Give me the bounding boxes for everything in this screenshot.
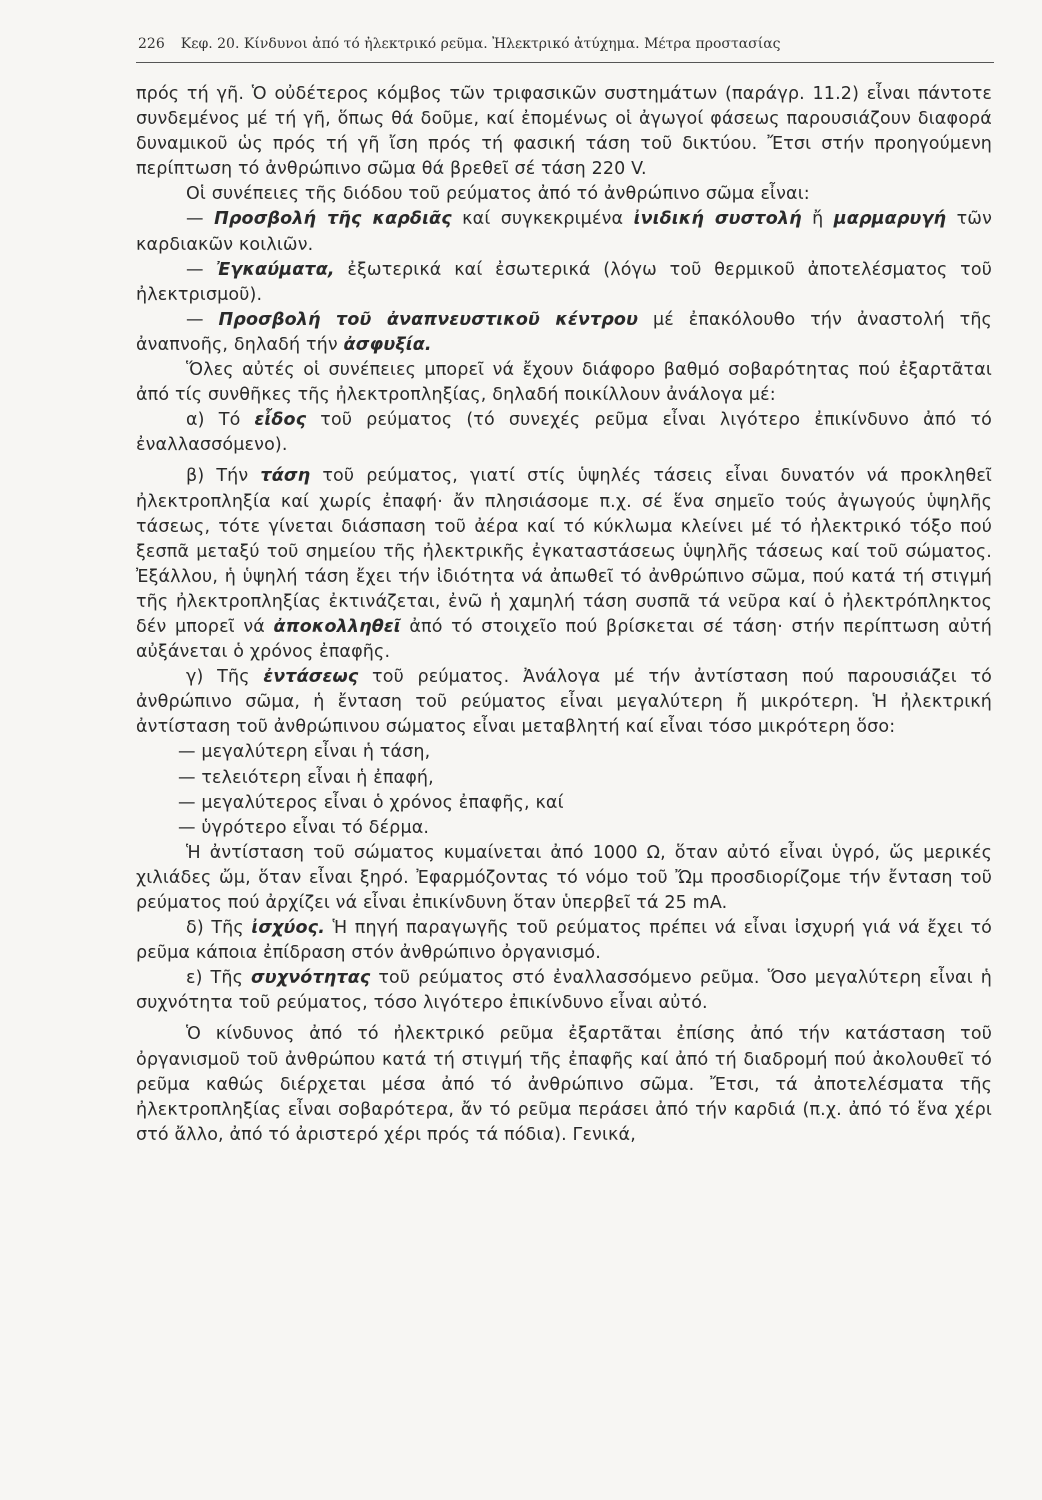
list-item: — τελειότερη εἶναι ἡ ἐπαφή, [178,767,434,788]
term-detach: ἀποκολληθεῖ [273,616,401,637]
text: ἀπό τό στοιχεῖο πού βρίσκεται σέ τάση· στήν περίπτωση αὐτή αὐξάνεται ὁ χρόνος ἐπαφῆς. [136,616,992,663]
term-heart: Προσβολή τῆς καρδιᾶς [214,209,452,230]
paragraph-3: Ὅλες αὐτές οἱ συνέπειες μπορεῖ νά ἔχουν διάφορο βαθμό σοβαρότητας πού ἐξαρτᾶται ἀπό τίς συνθῆκες τῆς ἠλεκτροπληξίας, δηλαδή ποικίλλουν ἀνάλογα μέ: [136,360,992,406]
consequence-burns [136,258,992,308]
header-rule [136,62,994,63]
running-title: Κεφ. 20. Κίνδυνοι ἀπό τό ἠλεκτρικό ρεῦμα. Ἠλεκτρικό ἀτύχημα. Μέτρα προστασίας [180,36,781,52]
text: ἤ [801,209,834,230]
list-item: — μεγαλύτερη εἶναι ἡ τάση, [178,742,431,763]
consequence-heart [136,207,992,257]
item-b [136,464,992,665]
term-respiratory: Προσβολή τοῦ ἀναπνευστικοῦ κέντρου [218,309,639,330]
item-e [136,966,992,1016]
item-c [136,665,992,740]
text: δ) Τῆς [186,918,252,939]
item-d [136,916,992,966]
page-number: 226 [138,36,165,52]
text: β) Τήν [186,466,261,487]
body-text [136,82,992,1148]
text: γ) Τῆς [186,667,264,688]
text: μέ ἐπακόλουθο τήν ἀναστολή τῆς ἀναπνοῆς, δηλαδή τήν [136,309,992,355]
term-flutter: μαρμαρυγή [833,209,947,230]
dash: — [186,309,219,330]
list-item: — ὑγρότερο εἶναι τό δέρμα. [178,817,430,838]
dash: — [186,209,215,230]
term-power: ἰσχύος. [251,918,326,939]
item-a [136,408,992,458]
text: τοῦ ρεύματος στό ἐναλλασσόμενο ρεῦμα. Ὅσο μεγαλύτερη εἶναι ἡ συχνότητα τοῦ ρεύματος, τόσο λιγότερο ἐπικίνδυνο εἶναι αὐτό. [136,968,992,1014]
consequence-respiratory [136,308,992,358]
page-header [138,36,994,52]
term-frequency: συχνότητας [251,968,371,989]
term-burns: Ἐγκαύματα, [216,259,335,280]
paragraph-1: πρός τή γῆ. Ὁ οὐδέτερος κόμβος τῶν τριφασικῶν συστημάτων (παράγρ. 11.2) εἶναι πάντοτε συνδεμένος μέ τή γῆ, ὅπως θά δοῦμε, καί ἐπομένως οἱ ἀγωγοί φάσεως παρουσιάζουν διαφορά δυναμικοῦ ὡς πρός τή γῆ ἴση πρός τή φασική τάση τοῦ δικτύου. Ἔτσι στήν προηγούμενη περίπτωση τό ἀνθρώπινο σῶμα θά βρεθεῖ σέ τάση 220 V. [136,84,992,180]
term-fibrillation: ἰνιδική συστολή [633,209,802,230]
term-type: εἶδος [254,410,307,431]
list-item: — μεγαλύτερος εἶναι ὁ χρόνος ἐπαφῆς, καί [178,792,564,813]
text: ἐξωτερικά καί ἐσωτερικά (λόγω τοῦ θερμικοῦ ἀποτελέσματος τοῦ ἠλεκτρισμοῦ). [136,259,992,305]
text: τῶν καρδιακῶν κοιλιῶν. [136,209,992,255]
paragraph-5: Ὁ κίνδυνος ἀπό τό ἠλεκτρικό ρεῦμα ἐξαρτᾶται ἐπίσης ἀπό τήν κατάσταση τοῦ ὀργανισμοῦ τοῦ ἀνθρώπου κατά τή στιγμή τῆς ἐπαφῆς καί ἀπό τή διαδρομή πού ἀκολουθεῖ τό ρεῦμα καθώς διέρχεται μέσα ἀπό τό ἀνθρώπινο σῶμα. Ἔτσι, τά ἀποτελέσματα τῆς ἠλεκτροπληξίας εἶναι σοβαρότερα, ἄν τό ρεῦμα περάσει ἀπό τήν καρδιά (π.χ. ἀπό τό ἕνα χέρι στό ἄλλο, ἀπό τό ἀριστερό χέρι πρός τά πόδια). Γενικά, [136,1024,992,1145]
text: τοῦ ρεύματος, γιατί στίς ὑψηλές τάσεις εἶναι δυνατόν νά προκληθεῖ ἠλεκτροπληξία καί χωρίς ἐπαφή· ἄν πλησιάσομε π.χ. σέ ἕνα σημεῖο τούς ἀγωγούς ὑψηλῆς τάσεως, τότε γίνεται διάσπαση τοῦ ἀέρα καί τό κύκλωμα κλείνει μέ τό ἠλεκτρικό τόξο πού ξεσπᾶ μεταξύ τοῦ σημείου τῆς ἠλεκτρικῆς ἐγκαταστάσεως ὑψηλῆς τάσεως καί τοῦ σώματος. Ἐξάλλου, ἡ ὑψηλή τάση ἔχει τήν ἰδιότητα νά ἀπωθεῖ τό ἀνθρώπινο σῶμα, πού κατά τή στιγμή τῆς ἠλεκτροπληξίας ἐκτινάζεται, ἐνῶ ἡ χαμηλή τάση συσπᾶ τά νεῦρα καί ὁ ἠλεκτρόπληκτος δέν μπορεῖ νά [136,466,993,637]
dash: — [186,259,217,280]
text: Ἡ πηγή παραγωγῆς τοῦ ρεύματος πρέπει νά εἶναι ἰσχυρή γιά νά ἔχει τό ρεῦμα κάποια ἐπίδραση στόν ἀνθρώπινο ὀργανισμό. [136,918,992,964]
text: καί συγκεκριμένα [451,209,634,230]
paragraph-2: Οἱ συνέπειες τῆς διόδου τοῦ ρεύματος ἀπό τό ἀνθρώπινο σῶμα εἶναι: [186,184,810,205]
text: τοῦ ρεύματος (τό συνεχές ρεῦμα εἶναι λιγότερο ἐπικίνδυνο ἀπό τό ἐναλλασσόμενο). [136,410,992,456]
term-voltage: τάση [260,466,311,487]
term-intensity: ἐντάσεως [263,667,359,688]
term-asphyxia: ἀσφυξία. [343,334,432,355]
text: τοῦ ρεύματος. Ἀνάλογα μέ τήν ἀντίσταση πού παρουσιάζει τό ἀνθρώπινο σῶμα, ἡ ἔνταση τοῦ ρεύματος εἶναι μεγαλύτερη ἤ μικρότερη. Ἡ ἠλεκτρική ἀντίσταση τοῦ ἀνθρώπινου σώματος εἶναι μεταβλητή καί εἶναι τόσο μικρότερη ὅσο: [136,667,992,738]
text: ε) Τῆς [186,968,252,989]
text: α) Τό [186,410,255,431]
paragraph-4: Ἡ ἀντίσταση τοῦ σώματος κυμαίνεται ἀπό 1000 Ω, ὅταν αὐτό εἶναι ὑγρό, ὥς μερικές χιλιάδες ὤμ, ὅταν εἶναι ξηρό. Ἐφαρμόζοντας τό νόμο τοῦ Ὤμ προσδιορίζομε τήν ἔνταση τοῦ ρεύματος πού ἀρχίζει νά εἶναι ἐπικίνδυνη ὅταν ὑπερβεῖ τά 25 mA. [136,842,992,913]
